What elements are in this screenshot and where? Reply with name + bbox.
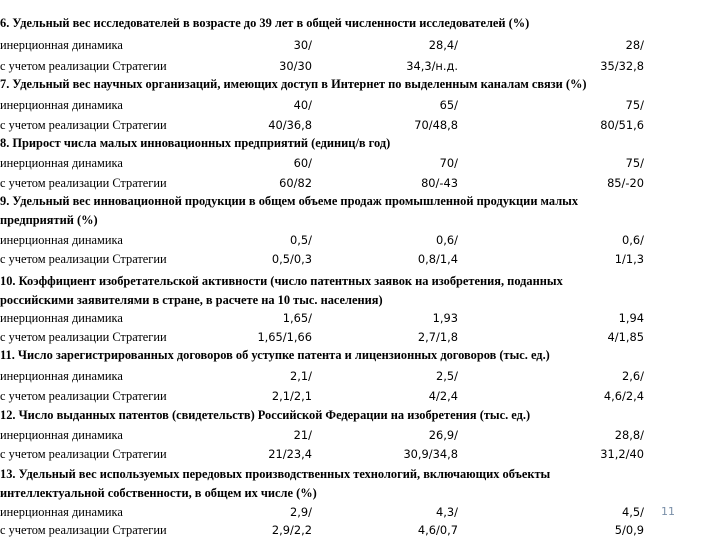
row-label: с учетом реализации Стратегии [0, 523, 167, 537]
section-9-row-inertial [0, 230, 660, 250]
section-8-row-inertial [0, 153, 660, 173]
section-8-row-strategy [0, 173, 660, 193]
value-col-1: 2,1/ [290, 369, 312, 383]
section-10-row-strategy [0, 327, 660, 347]
value-col-1: 1,65/1,66 [257, 330, 312, 344]
value-col-2: 34,3/н.д. [406, 59, 458, 73]
page-number: 11 [661, 505, 675, 518]
row-label: с учетом реализации Стратегии [0, 118, 167, 132]
value-col-1: 1,65/ [282, 311, 312, 325]
section-10-heading-line-1: 10. Коэффициент изобретательской активности (число патентных заявок на изобретения, поданных [0, 274, 563, 288]
value-col-3: 75/ [625, 156, 644, 170]
value-col-3: 85/-20 [607, 176, 644, 190]
value-col-2: 70/48,8 [414, 118, 458, 132]
section-10-row-inertial [0, 308, 660, 328]
value-col-1: 2,1/2,1 [271, 389, 312, 403]
row-label: с учетом реализации Стратегии [0, 447, 167, 461]
value-col-1: 30/30 [279, 59, 312, 73]
value-col-3: 4,5/ [622, 505, 644, 519]
value-col-2: 4,3/ [436, 505, 458, 519]
value-col-2: 2,5/ [436, 369, 458, 383]
value-col-2: 0,6/ [436, 233, 458, 247]
row-label: инерционная динамика [0, 369, 123, 383]
value-col-1: 21/23,4 [268, 447, 312, 461]
value-col-2: 4,6/0,7 [417, 523, 458, 537]
value-col-2: 0,8/1,4 [417, 252, 458, 266]
value-col-3: 5/0,9 [614, 523, 644, 537]
value-col-2: 30,9/34,8 [403, 447, 458, 461]
section-11-row-strategy [0, 386, 660, 406]
value-col-1: 2,9/2,2 [271, 523, 312, 537]
row-label: инерционная динамика [0, 505, 123, 519]
value-col-3: 0,6/ [622, 233, 644, 247]
section-12-heading: 12. Число выданных патентов (свидетельств) Российской Федерации на изобретения (тыс. ед.) [0, 408, 531, 422]
value-col-1: 60/82 [279, 176, 312, 190]
value-col-2: 2,7/1,8 [417, 330, 458, 344]
value-col-3: 1/1,3 [614, 252, 644, 266]
row-label: инерционная динамика [0, 428, 123, 442]
value-col-3: 28,8/ [614, 428, 644, 442]
value-col-1: 0,5/ [290, 233, 312, 247]
section-7-heading: 7. Удельный вес научных организаций, имеющих доступ в Интернет по выделенным каналам связи (%) [0, 77, 587, 91]
section-13-row-inertial [0, 502, 660, 522]
section-13-heading-line-1: 13. Удельный вес используемых передовых производственных технологий, включающих объекты [0, 467, 551, 481]
value-col-2: 80/-43 [421, 176, 458, 190]
section-8-heading: 8. Прирост числа малых инновационных предприятий (единиц/в год) [0, 136, 391, 150]
section-6-row-strategy [0, 56, 660, 76]
row-label: инерционная динамика [0, 233, 123, 247]
value-col-3: 1,94 [618, 311, 644, 325]
section-13-row-strategy [0, 520, 660, 540]
section-11-heading: 11. Число зарегистрированных договоров об уступке патента и лицензионных договоров (тыс. ед.) [0, 348, 550, 362]
value-col-1: 40/36,8 [268, 118, 312, 132]
section-9-heading-line-1: 9. Удельный вес инновационной продукции в общем объеме продаж промышленной продукции малых [0, 194, 579, 208]
value-col-1: 60/ [293, 156, 312, 170]
value-col-2: 1,93 [432, 311, 458, 325]
value-col-2: 4/2,4 [428, 389, 458, 403]
section-7-row-strategy [0, 115, 660, 135]
row-label: инерционная динамика [0, 38, 123, 52]
row-label: инерционная динамика [0, 311, 123, 325]
value-col-3: 2,6/ [622, 369, 644, 383]
section-6-heading: 6. Удельный вес исследователей в возрасте до 39 лет в общей численности исследователей (%) [0, 16, 530, 30]
value-col-1: 40/ [293, 98, 312, 112]
row-label: инерционная динамика [0, 156, 123, 170]
section-11-row-inertial [0, 366, 660, 386]
value-col-1: 0,5/0,3 [271, 252, 312, 266]
value-col-1: 2,9/ [290, 505, 312, 519]
value-col-3: 28/ [625, 38, 644, 52]
value-col-3: 31,2/40 [600, 447, 644, 461]
section-12-row-strategy [0, 444, 660, 464]
section-6-row-inertial [0, 35, 660, 55]
value-col-2: 28,4/ [428, 38, 458, 52]
section-7-row-inertial [0, 95, 660, 115]
section-13-heading-line-2: интеллектуальной собственности, в общем их числе (%) [0, 486, 317, 500]
section-9-row-strategy [0, 249, 660, 269]
row-label: с учетом реализации Стратегии [0, 252, 167, 266]
row-label: с учетом реализации Стратегии [0, 176, 167, 190]
row-label: с учетом реализации Стратегии [0, 389, 167, 403]
value-col-1: 30/ [293, 38, 312, 52]
section-9-heading-line-2: предприятий (%) [0, 213, 98, 227]
section-10-heading-line-2: российскими заявителями в стране, в расчете на 10 тыс. населения) [0, 293, 383, 307]
value-col-3: 80/51,6 [600, 118, 644, 132]
row-label: с учетом реализации Стратегии [0, 330, 167, 344]
value-col-2: 70/ [439, 156, 458, 170]
value-col-1: 21/ [293, 428, 312, 442]
row-label: инерционная динамика [0, 98, 123, 112]
value-col-3: 4,6/2,4 [603, 389, 644, 403]
section-12-row-inertial [0, 425, 660, 445]
value-col-3: 4/1,85 [607, 330, 644, 344]
value-col-3: 75/ [625, 98, 644, 112]
value-col-2: 26,9/ [428, 428, 458, 442]
value-col-2: 65/ [439, 98, 458, 112]
row-label: с учетом реализации Стратегии [0, 59, 167, 73]
value-col-3: 35/32,8 [600, 59, 644, 73]
